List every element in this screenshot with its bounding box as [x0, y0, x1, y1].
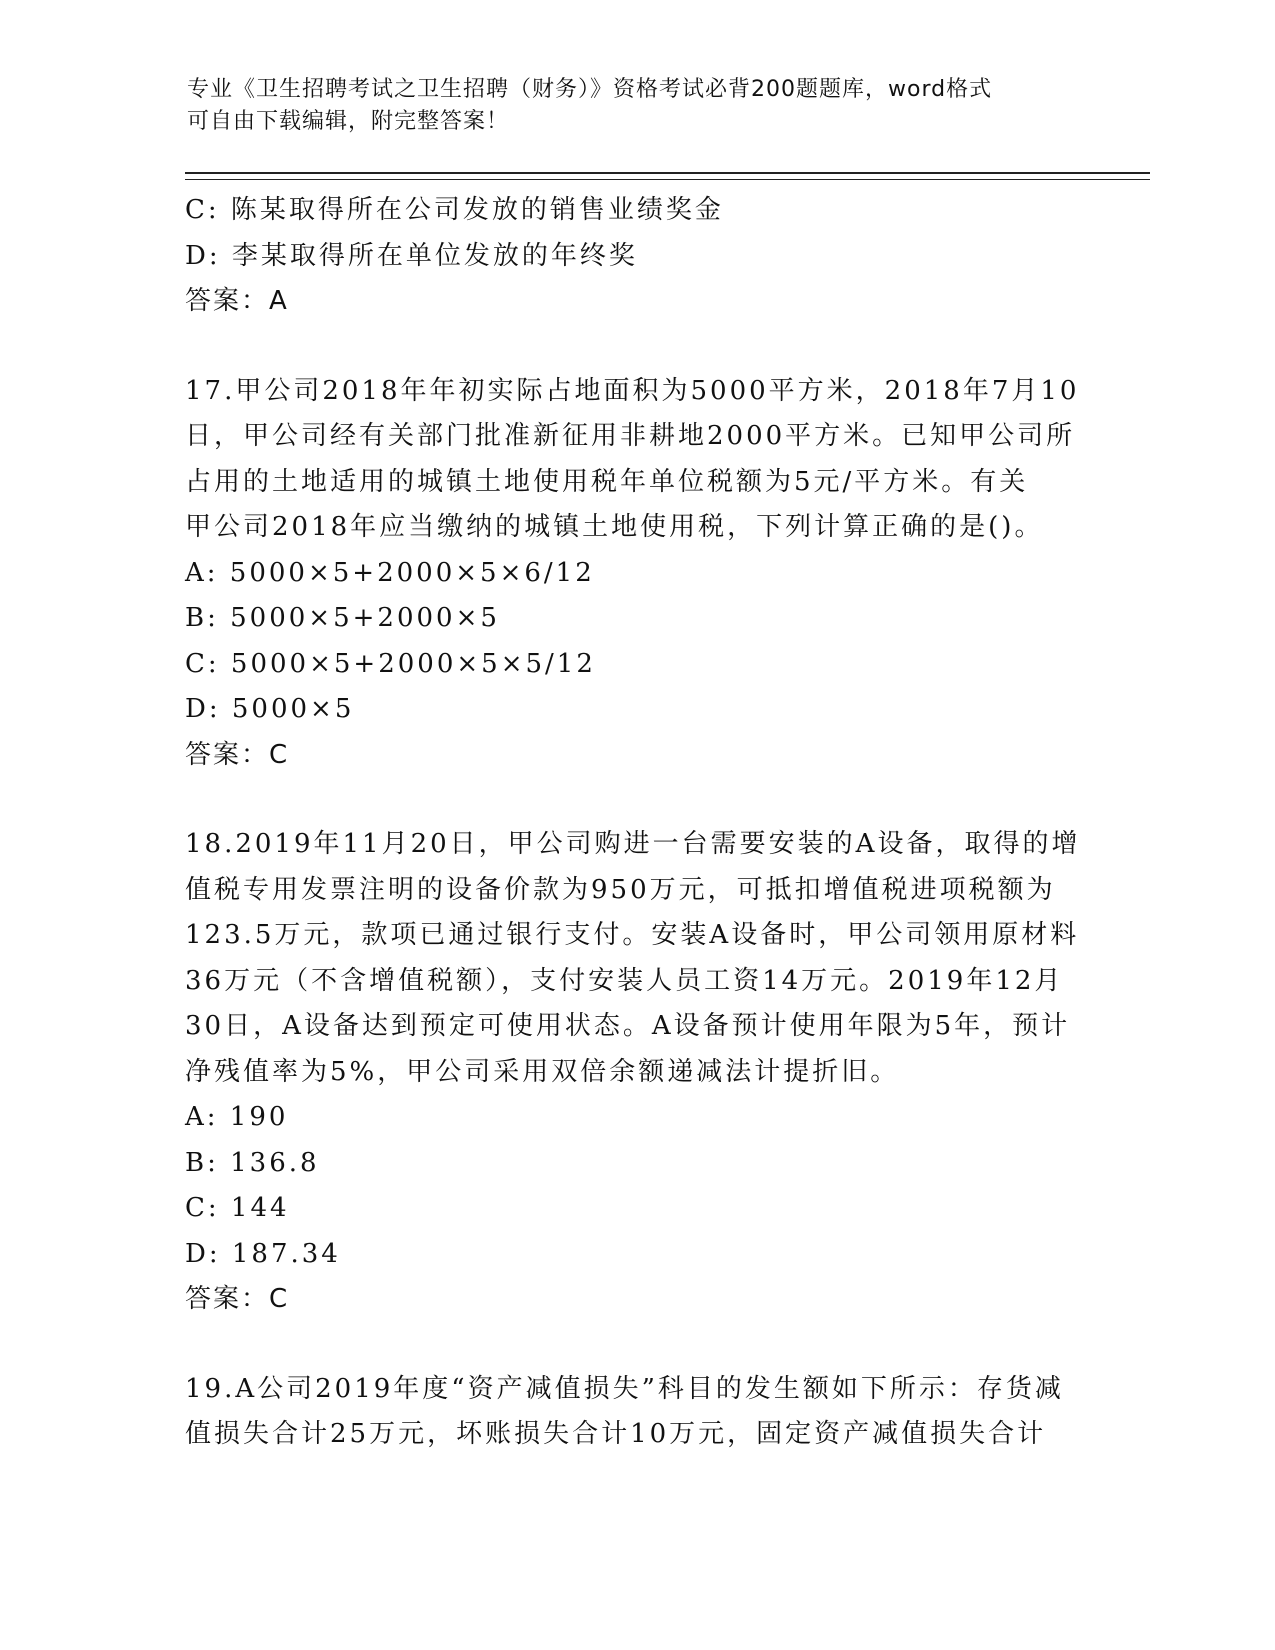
option-d: D: 李某取得所在单位发放的年终奖 — [185, 240, 638, 271]
question-stem-line: 甲公司2018年应当缴纳的城镇土地使用税，下列计算正确的是()。 — [185, 512, 1044, 542]
question-stem-line: 18.2019年11月20日，甲公司购进一台需要安装的A设备，取得的增 — [185, 829, 1081, 859]
question-stem-line: 17.甲公司2018年年初实际占地面积为5000平方米，2018年7月10 — [185, 375, 1080, 406]
question-stem-line: 占用的土地适用的城镇土地使用税年单位税额为5元/平方米。有关 — [185, 466, 1029, 497]
question-content — [185, 188, 1085, 1458]
question-19 — [185, 1367, 1085, 1458]
answer: 答案：C — [185, 1284, 290, 1314]
header-divider-thick — [185, 172, 1150, 174]
question-stem-line: 值税专用发票注明的设备价款为950万元，可抵扣增值税进项税额为 — [185, 874, 1056, 905]
question-stem-line: 30日，A设备达到预定可使用状态。A设备预计使用年限为5年，预计 — [185, 1011, 1071, 1041]
option-b: B: 5000×5+2000×5 — [185, 603, 500, 633]
question-17 — [185, 369, 1085, 779]
option-a: A: 190 — [185, 1102, 289, 1132]
header-divider-thin — [185, 179, 1150, 180]
question-stem-line: 净残值率为5%，甲公司采用双倍余额递减法计提折旧。 — [185, 1056, 900, 1087]
question-stem-line: 123.5万元，款项已通过银行支付。安装A设备时，甲公司领用原材料 — [185, 920, 1080, 950]
question-stem-line: 值损失合计25万元，坏账损失合计10万元，固定资产减值损失合计 — [185, 1419, 1047, 1449]
option-d: D: 5000×5 — [185, 694, 355, 724]
document-header — [187, 74, 1087, 138]
header-line-2: 可自由下载编辑，附完整答案！ — [187, 109, 510, 134]
question-stem-line: 19.A公司2019年度“资产减值损失”科目的发生额如下所示：存货减 — [185, 1373, 1064, 1404]
answer: 答案：C — [185, 739, 290, 770]
question-18 — [185, 822, 1085, 1323]
option-c: C: 5000×5+2000×5×5/12 — [185, 648, 596, 679]
option-c: C: 144 — [185, 1193, 290, 1223]
question-stem-line: 日，甲公司经有关部门批准新征用非耕地2000平方米。已知甲公司所 — [185, 421, 1076, 451]
header-line-1: 专业《卫生招聘考试之卫生招聘（财务）》资格考试必背200题题库，word格式 — [187, 77, 993, 102]
answer: 答案：A — [185, 286, 289, 316]
option-c: C: 陈某取得所在公司发放的销售业绩奖金 — [185, 195, 724, 225]
question-16-tail — [185, 188, 1085, 325]
option-b: B: 136.8 — [185, 1147, 320, 1178]
option-a: A: 5000×5+2000×5×6/12 — [185, 557, 595, 588]
option-d: D: 187.34 — [185, 1238, 341, 1269]
question-stem-line: 36万元（不含增值税额），支付安装人员工资14万元。2019年12月 — [185, 965, 1064, 996]
